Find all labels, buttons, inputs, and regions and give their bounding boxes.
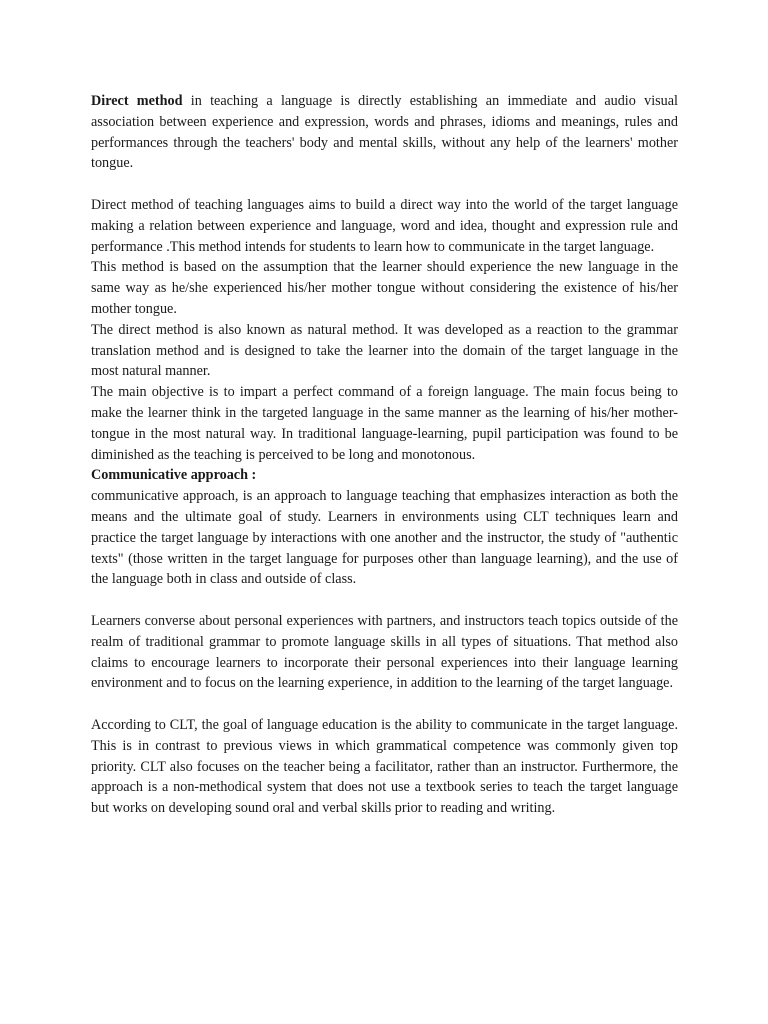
heading-communicative-approach: Communicative approach : xyxy=(91,467,257,484)
document-page xyxy=(91,91,678,819)
paragraph-direct-method-intro xyxy=(91,91,678,174)
paragraph-main-objective: The main objective is to impart a perfect command of a foreign language. The main focus being to make the learner think in the targeted language in the same manner as the learning of his/her mother-tongue in the most natural way. In traditional language-learning, pupil participation was found to be diminished as the teaching is perceived to be long and monotonous. xyxy=(91,384,678,463)
paragraph-learners-converse: Learners converse about personal experiences with partners, and instructors teach topics outside of the realm of traditional grammar to promote language skills in all types of situations. That method also claims to encourage learners to incorporate their personal experiences into their language learning environment and to focus on the learning experience, in addition to the learning of the target language. xyxy=(91,612,678,692)
paragraph-natural-method: The direct method is also known as natural method. It was developed as a reaction to the grammar translation method and is designed to take the learner into the domain of the target language in the most natural manner. xyxy=(91,321,678,380)
direct-method-term: Direct method xyxy=(91,93,183,109)
paragraph-communicative-approach: communicative approach, is an approach to language teaching that emphasizes interaction as both the means and the ultimate goal of study. Learners in environments using CLT techniques learn and practice the target language by interactions with one another and the instructor, the study of "authentic texts" (those written in the target language for purposes other than language learning), and the use of the language both in class and outside of class. xyxy=(91,488,678,588)
paragraph-direct-method-aims: Direct method of teaching languages aims to build a direct way into the world of the target language making a relation between experience and language, word and idea, thought and expression rule and performance .This method intends for students to learn how to communicate in the target language. xyxy=(91,196,678,255)
paragraph-text: in teaching a language is directly establishing an immediate and audio visual association between experience and expression, words and phrases, idioms and meanings, rules and performances through the teachers' body and mental skills, without any help of the learners' mother tongue. xyxy=(91,93,678,172)
paragraph-direct-method-assumption: This method is based on the assumption that the learner should experience the new language in the same way as he/she experienced his/her mother tongue without considering the existence of his/her mother tongue. xyxy=(91,259,678,317)
paragraph-clt-goal: According to CLT, the goal of language education is the ability to communicate in the target language. This is in contrast to previous views in which grammatical competence was commonly given top priority. CLT also focuses on the teacher being a facilitator, rather than an instructor. Furthermore, the approach is a non-methodical system that does not use a textbook series to teach the target language but works on developing sound oral and verbal skills prior to reading and writing. xyxy=(91,716,678,817)
